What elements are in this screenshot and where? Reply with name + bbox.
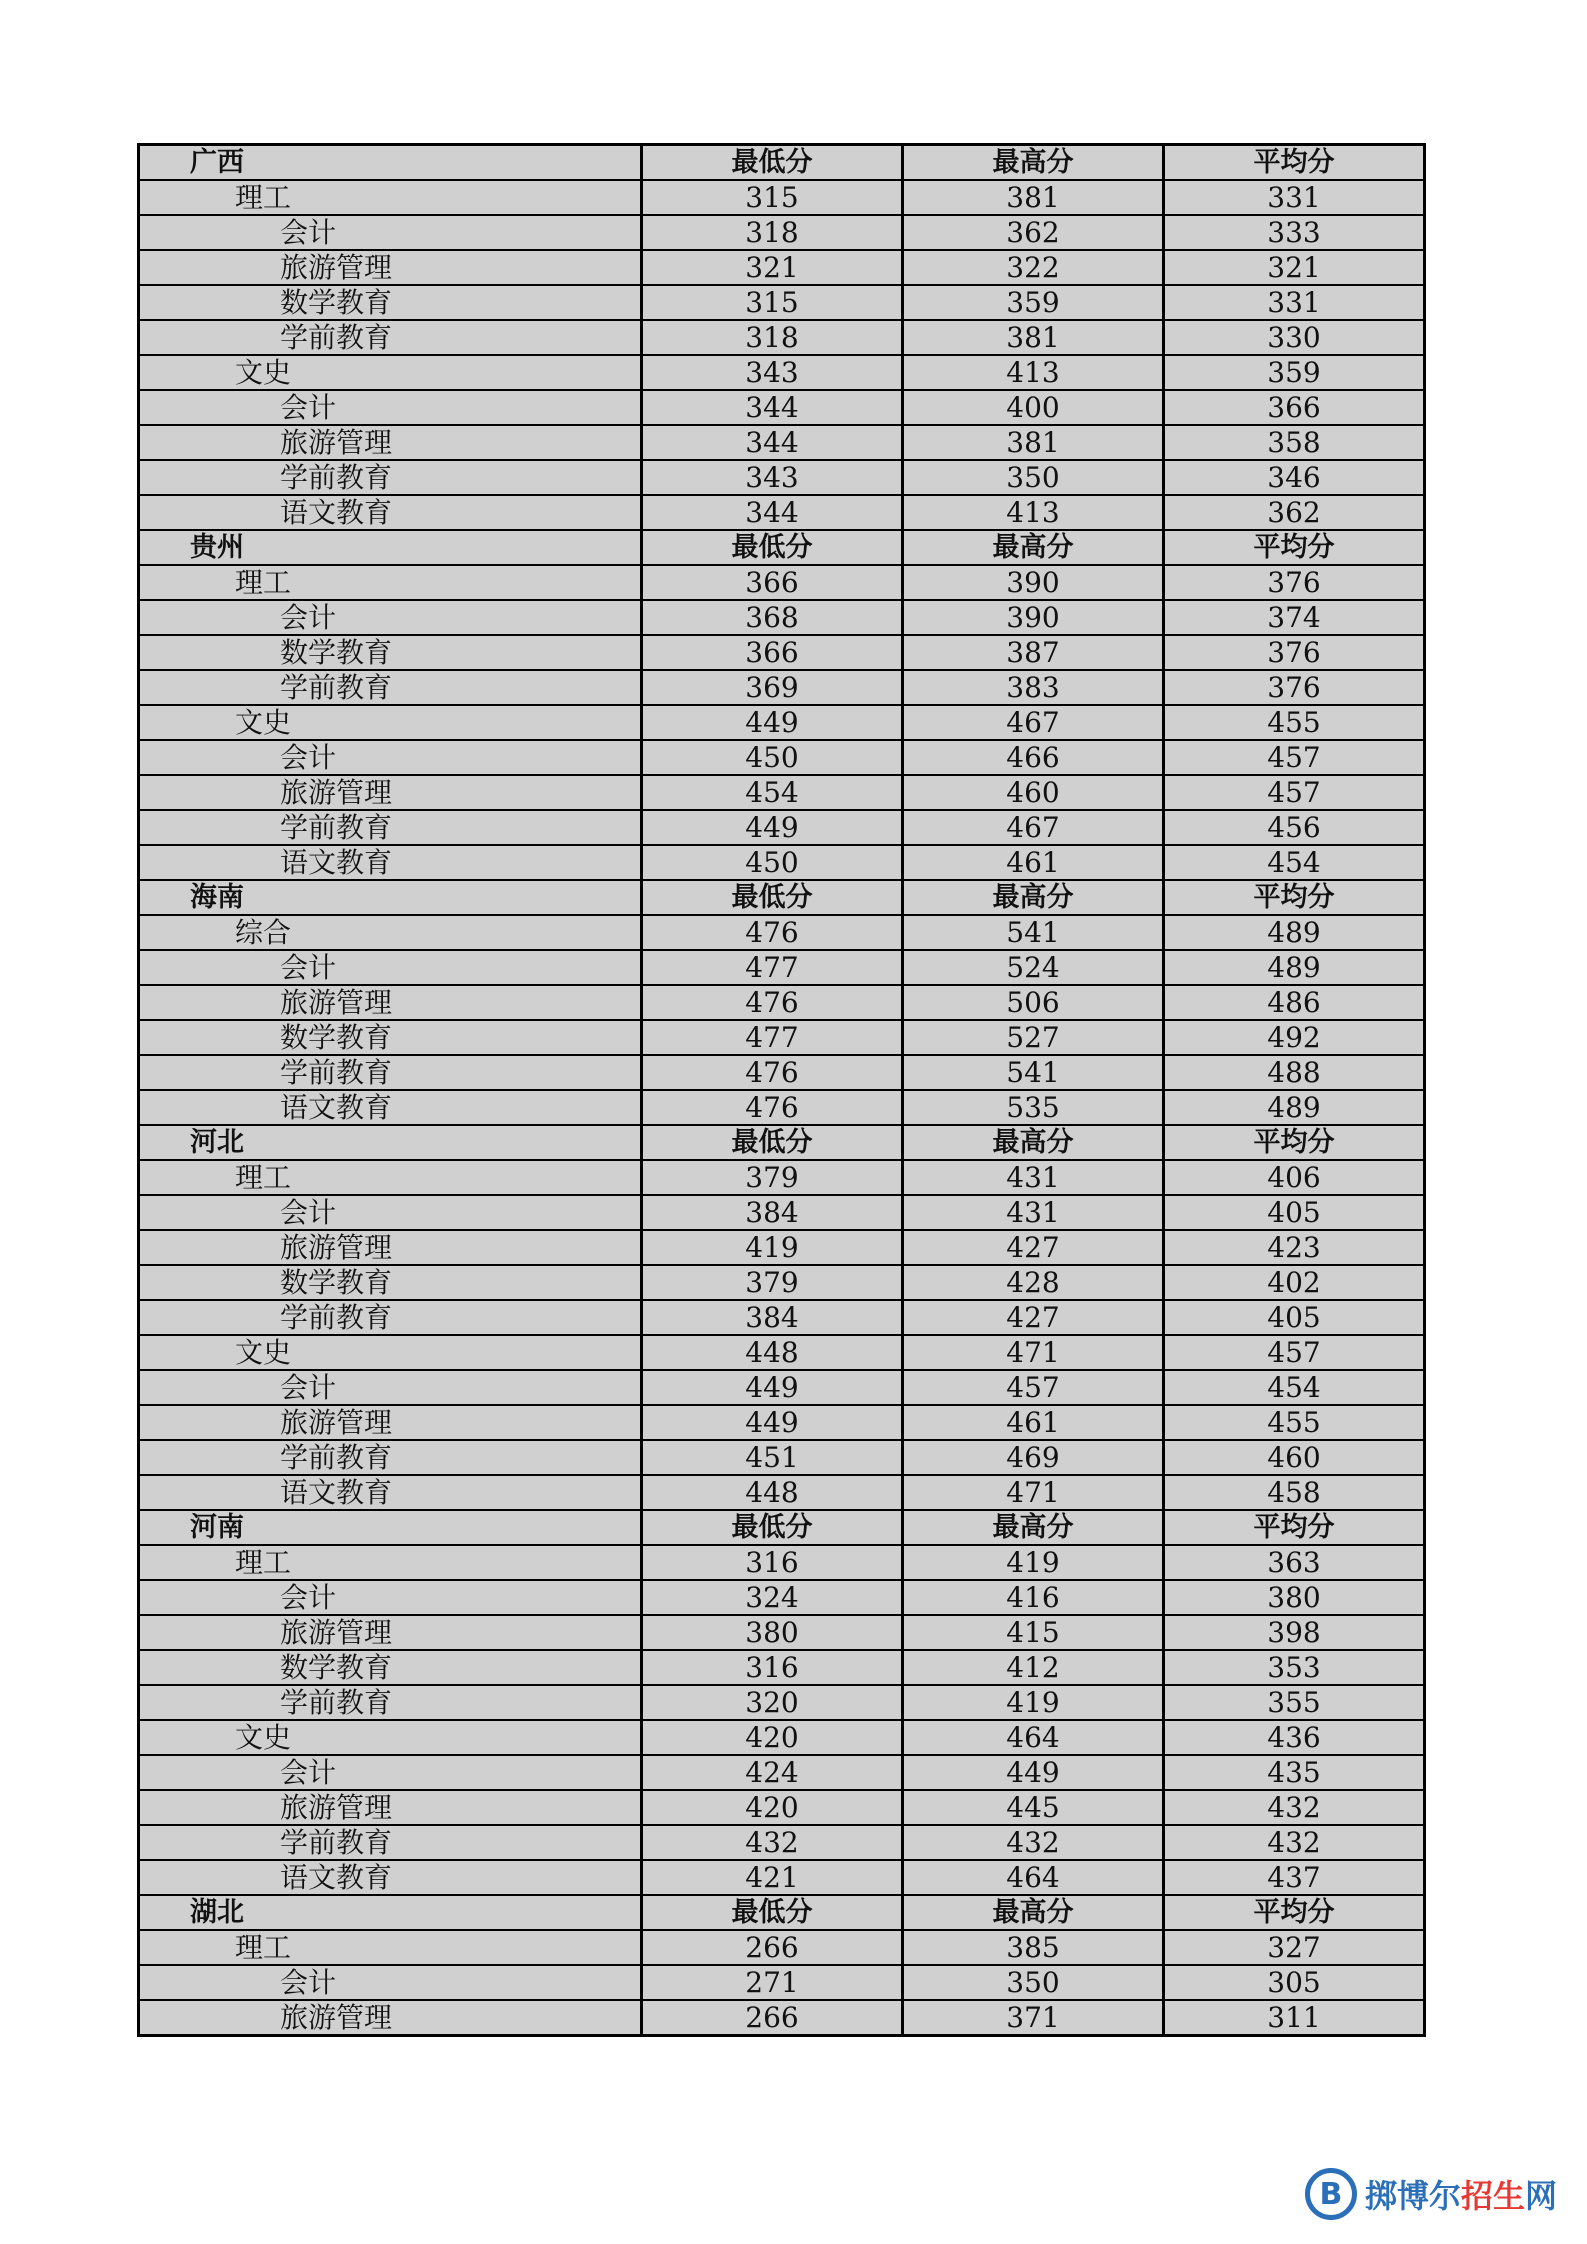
- max-score-cell: 527: [903, 1020, 1164, 1055]
- max-score-cell: 541: [903, 1055, 1164, 1090]
- min-score-cell: 320: [642, 1685, 903, 1720]
- max-score-cell: 432: [903, 1825, 1164, 1860]
- avg-score-cell: 432: [1164, 1825, 1425, 1860]
- major-row: [139, 2000, 1425, 2036]
- max-score-cell: 461: [903, 845, 1164, 880]
- major-row: [139, 495, 1425, 530]
- major-name: 学前教育: [139, 1440, 642, 1475]
- major-row: [139, 600, 1425, 635]
- province-row: [139, 1125, 1425, 1160]
- major-name: 旅游管理: [139, 775, 642, 810]
- major-row: [139, 1440, 1425, 1475]
- brand-name: [1365, 2171, 1557, 2217]
- max-score-cell: 387: [903, 635, 1164, 670]
- major-name: 数学教育: [139, 635, 642, 670]
- avg-score-cell: 423: [1164, 1230, 1425, 1265]
- max-score-cell: 419: [903, 1685, 1164, 1720]
- major-name: 会计: [139, 1195, 642, 1230]
- min-score-cell: 324: [642, 1580, 903, 1615]
- major-row: [139, 1195, 1425, 1230]
- max-score-cell: 413: [903, 495, 1164, 530]
- avg-score-cell: 374: [1164, 600, 1425, 635]
- min-score-cell: 315: [642, 180, 903, 215]
- min-score-cell: 344: [642, 495, 903, 530]
- max-score-cell: 464: [903, 1860, 1164, 1895]
- major-row: [139, 775, 1425, 810]
- major-name: 学前教育: [139, 1825, 642, 1860]
- avg-score-cell: 489: [1164, 915, 1425, 950]
- max-score-cell: 428: [903, 1265, 1164, 1300]
- major-row: [139, 1755, 1425, 1790]
- max-score-cell: 350: [903, 460, 1164, 495]
- min-score-cell: 421: [642, 1860, 903, 1895]
- major-row: [139, 1965, 1425, 2000]
- major-row: [139, 1860, 1425, 1895]
- avg-score-cell: 460: [1164, 1440, 1425, 1475]
- avg-score-cell: 405: [1164, 1195, 1425, 1230]
- max-score-cell: 390: [903, 600, 1164, 635]
- min-score-cell: 271: [642, 1965, 903, 2000]
- category-name: 文史: [139, 1720, 642, 1755]
- province-name: 河南: [139, 1510, 642, 1545]
- column-header-avg-score: 平均分: [1164, 1510, 1425, 1545]
- avg-score-cell: 362: [1164, 495, 1425, 530]
- min-score-cell: 366: [642, 635, 903, 670]
- max-score-cell: 460: [903, 775, 1164, 810]
- province-name: 河北: [139, 1125, 642, 1160]
- avg-score-cell: 454: [1164, 1370, 1425, 1405]
- major-name: 学前教育: [139, 1685, 642, 1720]
- max-score-cell: 535: [903, 1090, 1164, 1125]
- category-row: [139, 1160, 1425, 1195]
- column-header-min-score: 最低分: [642, 1125, 903, 1160]
- min-score-cell: 451: [642, 1440, 903, 1475]
- min-score-cell: 449: [642, 1405, 903, 1440]
- min-score-cell: 450: [642, 740, 903, 775]
- avg-score-cell: 321: [1164, 250, 1425, 285]
- max-score-cell: 359: [903, 285, 1164, 320]
- avg-score-cell: 359: [1164, 355, 1425, 390]
- major-name: 旅游管理: [139, 250, 642, 285]
- score-table-body: [139, 145, 1425, 2036]
- min-score-cell: 450: [642, 845, 903, 880]
- major-row: [139, 1300, 1425, 1335]
- avg-score-cell: 376: [1164, 635, 1425, 670]
- avg-score-cell: 458: [1164, 1475, 1425, 1510]
- max-score-cell: 412: [903, 1650, 1164, 1685]
- major-row: [139, 1475, 1425, 1510]
- max-score-cell: 524: [903, 950, 1164, 985]
- column-header-max-score: 最高分: [903, 1510, 1164, 1545]
- min-score-cell: 476: [642, 1055, 903, 1090]
- avg-score-cell: 331: [1164, 180, 1425, 215]
- column-header-min-score: 最低分: [642, 530, 903, 565]
- major-row: [139, 320, 1425, 355]
- column-header-max-score: 最高分: [903, 1895, 1164, 1930]
- province-row: [139, 1895, 1425, 1930]
- max-score-cell: 381: [903, 320, 1164, 355]
- category-name: 文史: [139, 355, 642, 390]
- avg-score-cell: 489: [1164, 950, 1425, 985]
- min-score-cell: 432: [642, 1825, 903, 1860]
- min-score-cell: 316: [642, 1545, 903, 1580]
- province-row: [139, 1510, 1425, 1545]
- category-name: 综合: [139, 915, 642, 950]
- major-row: [139, 1265, 1425, 1300]
- category-row: [139, 1930, 1425, 1965]
- min-score-cell: 318: [642, 320, 903, 355]
- min-score-cell: 477: [642, 950, 903, 985]
- avg-score-cell: 327: [1164, 1930, 1425, 1965]
- min-score-cell: 366: [642, 565, 903, 600]
- major-name: 会计: [139, 1580, 642, 1615]
- max-score-cell: 466: [903, 740, 1164, 775]
- major-row: [139, 985, 1425, 1020]
- major-name: 会计: [139, 390, 642, 425]
- avg-score-cell: 488: [1164, 1055, 1425, 1090]
- max-score-cell: 471: [903, 1335, 1164, 1370]
- major-name: 会计: [139, 1755, 642, 1790]
- avg-score-cell: 437: [1164, 1860, 1425, 1895]
- min-score-cell: 448: [642, 1335, 903, 1370]
- column-header-avg-score: 平均分: [1164, 530, 1425, 565]
- min-score-cell: 379: [642, 1160, 903, 1195]
- avg-score-cell: 305: [1164, 1965, 1425, 2000]
- avg-score-cell: 355: [1164, 1685, 1425, 1720]
- min-score-cell: 424: [642, 1755, 903, 1790]
- category-row: [139, 1545, 1425, 1580]
- major-row: [139, 425, 1425, 460]
- min-score-cell: 476: [642, 1090, 903, 1125]
- avg-score-cell: 376: [1164, 565, 1425, 600]
- major-row: [139, 740, 1425, 775]
- min-score-cell: 384: [642, 1195, 903, 1230]
- min-score-cell: 321: [642, 250, 903, 285]
- major-name: 旅游管理: [139, 1790, 642, 1825]
- major-name: 语文教育: [139, 1090, 642, 1125]
- max-score-cell: 390: [903, 565, 1164, 600]
- avg-score-cell: 346: [1164, 460, 1425, 495]
- min-score-cell: 266: [642, 2000, 903, 2036]
- brand-name-tail: 网: [1524, 2177, 1557, 2215]
- avg-score-cell: 363: [1164, 1545, 1425, 1580]
- avg-score-cell: 358: [1164, 425, 1425, 460]
- min-score-cell: 368: [642, 600, 903, 635]
- max-score-cell: 400: [903, 390, 1164, 425]
- major-row: [139, 1615, 1425, 1650]
- avg-score-cell: 456: [1164, 810, 1425, 845]
- max-score-cell: 431: [903, 1195, 1164, 1230]
- column-header-avg-score: 平均分: [1164, 1125, 1425, 1160]
- major-name: 数学教育: [139, 285, 642, 320]
- major-name: 学前教育: [139, 670, 642, 705]
- major-name: 语文教育: [139, 495, 642, 530]
- max-score-cell: 362: [903, 215, 1164, 250]
- max-score-cell: 415: [903, 1615, 1164, 1650]
- major-name: 数学教育: [139, 1650, 642, 1685]
- avg-score-cell: 435: [1164, 1755, 1425, 1790]
- major-name: 学前教育: [139, 1300, 642, 1335]
- avg-score-cell: 333: [1164, 215, 1425, 250]
- major-row: [139, 1090, 1425, 1125]
- major-row: [139, 1055, 1425, 1090]
- category-row: [139, 705, 1425, 740]
- major-row: [139, 1020, 1425, 1055]
- major-row: [139, 845, 1425, 880]
- major-row: [139, 460, 1425, 495]
- avg-score-cell: 457: [1164, 1335, 1425, 1370]
- category-name: 理工: [139, 1545, 642, 1580]
- min-score-cell: 318: [642, 215, 903, 250]
- major-name: 学前教育: [139, 1055, 642, 1090]
- province-row: [139, 530, 1425, 565]
- min-score-cell: 316: [642, 1650, 903, 1685]
- province-name: 海南: [139, 880, 642, 915]
- max-score-cell: 467: [903, 810, 1164, 845]
- max-score-cell: 464: [903, 1720, 1164, 1755]
- min-score-cell: 449: [642, 705, 903, 740]
- category-name: 理工: [139, 1160, 642, 1195]
- column-header-avg-score: 平均分: [1164, 1895, 1425, 1930]
- brand-logo-letter: B: [1319, 2176, 1343, 2212]
- major-row: [139, 215, 1425, 250]
- major-row: [139, 810, 1425, 845]
- major-name: 语文教育: [139, 845, 642, 880]
- major-name: 学前教育: [139, 320, 642, 355]
- max-score-cell: 383: [903, 670, 1164, 705]
- avg-score-cell: 331: [1164, 285, 1425, 320]
- category-name: 理工: [139, 565, 642, 600]
- major-row: [139, 635, 1425, 670]
- major-row: [139, 390, 1425, 425]
- max-score-cell: 467: [903, 705, 1164, 740]
- max-score-cell: 457: [903, 1370, 1164, 1405]
- max-score-cell: 427: [903, 1300, 1164, 1335]
- major-name: 学前教育: [139, 460, 642, 495]
- max-score-cell: 541: [903, 915, 1164, 950]
- min-score-cell: 477: [642, 1020, 903, 1055]
- avg-score-cell: 455: [1164, 1405, 1425, 1440]
- category-row: [139, 1335, 1425, 1370]
- avg-score-cell: 489: [1164, 1090, 1425, 1125]
- min-score-cell: 476: [642, 915, 903, 950]
- max-score-cell: 471: [903, 1475, 1164, 1510]
- avg-score-cell: 454: [1164, 845, 1425, 880]
- brand-name-accent: 招生: [1460, 2177, 1525, 2215]
- column-header-min-score: 最低分: [642, 1510, 903, 1545]
- min-score-cell: 379: [642, 1265, 903, 1300]
- avg-score-cell: 330: [1164, 320, 1425, 355]
- major-name: 旅游管理: [139, 1405, 642, 1440]
- max-score-cell: 413: [903, 355, 1164, 390]
- major-name: 旅游管理: [139, 1230, 642, 1265]
- max-score-cell: 469: [903, 1440, 1164, 1475]
- max-score-cell: 461: [903, 1405, 1164, 1440]
- province-row: [139, 880, 1425, 915]
- category-name: 文史: [139, 705, 642, 740]
- province-name: 湖北: [139, 1895, 642, 1930]
- category-row: [139, 565, 1425, 600]
- major-name: 会计: [139, 950, 642, 985]
- major-name: 数学教育: [139, 1020, 642, 1055]
- max-score-cell: 381: [903, 425, 1164, 460]
- column-header-max-score: 最高分: [903, 1125, 1164, 1160]
- avg-score-cell: 405: [1164, 1300, 1425, 1335]
- category-row: [139, 915, 1425, 950]
- column-header-min-score: 最低分: [642, 1895, 903, 1930]
- major-name: 会计: [139, 215, 642, 250]
- avg-score-cell: 486: [1164, 985, 1425, 1020]
- category-name: 理工: [139, 1930, 642, 1965]
- max-score-cell: 427: [903, 1230, 1164, 1265]
- major-row: [139, 1790, 1425, 1825]
- max-score-cell: 419: [903, 1545, 1164, 1580]
- max-score-cell: 445: [903, 1790, 1164, 1825]
- province-name: 广西: [139, 145, 642, 181]
- column-header-avg-score: 平均分: [1164, 880, 1425, 915]
- min-score-cell: 384: [642, 1300, 903, 1335]
- major-row: [139, 1405, 1425, 1440]
- province-name: 贵州: [139, 530, 642, 565]
- major-row: [139, 1685, 1425, 1720]
- max-score-cell: 381: [903, 180, 1164, 215]
- max-score-cell: 322: [903, 250, 1164, 285]
- column-header-min-score: 最低分: [642, 145, 903, 181]
- column-header-min-score: 最低分: [642, 880, 903, 915]
- column-header-max-score: 最高分: [903, 880, 1164, 915]
- major-name: 会计: [139, 1370, 642, 1405]
- max-score-cell: 449: [903, 1755, 1164, 1790]
- min-score-cell: 344: [642, 425, 903, 460]
- min-score-cell: 343: [642, 460, 903, 495]
- avg-score-cell: 492: [1164, 1020, 1425, 1055]
- column-header-max-score: 最高分: [903, 145, 1164, 181]
- avg-score-cell: 380: [1164, 1580, 1425, 1615]
- category-row: [139, 180, 1425, 215]
- min-score-cell: 449: [642, 1370, 903, 1405]
- brand-name-main: 掷博尔: [1364, 2177, 1461, 2215]
- min-score-cell: 315: [642, 285, 903, 320]
- min-score-cell: 380: [642, 1615, 903, 1650]
- major-name: 数学教育: [139, 1265, 642, 1300]
- site-watermark: [1305, 2166, 1557, 2222]
- column-header-max-score: 最高分: [903, 530, 1164, 565]
- max-score-cell: 371: [903, 2000, 1164, 2036]
- admission-score-table: [137, 143, 1426, 2037]
- max-score-cell: 416: [903, 1580, 1164, 1615]
- min-score-cell: 419: [642, 1230, 903, 1265]
- min-score-cell: 454: [642, 775, 903, 810]
- major-row: [139, 950, 1425, 985]
- major-name: 旅游管理: [139, 425, 642, 460]
- major-name: 会计: [139, 600, 642, 635]
- max-score-cell: 506: [903, 985, 1164, 1020]
- min-score-cell: 420: [642, 1790, 903, 1825]
- avg-score-cell: 311: [1164, 2000, 1425, 2036]
- category-name: 理工: [139, 180, 642, 215]
- avg-score-cell: 402: [1164, 1265, 1425, 1300]
- avg-score-cell: 353: [1164, 1650, 1425, 1685]
- category-name: 文史: [139, 1335, 642, 1370]
- major-row: [139, 670, 1425, 705]
- min-score-cell: 448: [642, 1475, 903, 1510]
- major-row: [139, 1370, 1425, 1405]
- min-score-cell: 266: [642, 1930, 903, 1965]
- column-header-avg-score: 平均分: [1164, 145, 1425, 181]
- avg-score-cell: 406: [1164, 1160, 1425, 1195]
- major-name: 会计: [139, 740, 642, 775]
- avg-score-cell: 457: [1164, 775, 1425, 810]
- category-row: [139, 355, 1425, 390]
- max-score-cell: 385: [903, 1930, 1164, 1965]
- major-name: 旅游管理: [139, 2000, 642, 2036]
- major-row: [139, 1650, 1425, 1685]
- min-score-cell: 344: [642, 390, 903, 425]
- max-score-cell: 350: [903, 1965, 1164, 2000]
- max-score-cell: 431: [903, 1160, 1164, 1195]
- major-name: 旅游管理: [139, 985, 642, 1020]
- major-name: 旅游管理: [139, 1615, 642, 1650]
- avg-score-cell: 436: [1164, 1720, 1425, 1755]
- major-name: 语文教育: [139, 1860, 642, 1895]
- province-row: [139, 145, 1425, 181]
- avg-score-cell: 432: [1164, 1790, 1425, 1825]
- category-row: [139, 1720, 1425, 1755]
- min-score-cell: 369: [642, 670, 903, 705]
- avg-score-cell: 376: [1164, 670, 1425, 705]
- major-row: [139, 285, 1425, 320]
- major-name: 学前教育: [139, 810, 642, 845]
- major-row: [139, 1825, 1425, 1860]
- major-name: 会计: [139, 1965, 642, 2000]
- avg-score-cell: 457: [1164, 740, 1425, 775]
- major-row: [139, 1580, 1425, 1615]
- major-row: [139, 1230, 1425, 1265]
- major-row: [139, 250, 1425, 285]
- min-score-cell: 476: [642, 985, 903, 1020]
- avg-score-cell: 398: [1164, 1615, 1425, 1650]
- major-name: 语文教育: [139, 1475, 642, 1510]
- min-score-cell: 420: [642, 1720, 903, 1755]
- avg-score-cell: 455: [1164, 705, 1425, 740]
- avg-score-cell: 366: [1164, 390, 1425, 425]
- min-score-cell: 449: [642, 810, 903, 845]
- min-score-cell: 343: [642, 355, 903, 390]
- brand-logo-icon: [1305, 2168, 1357, 2220]
